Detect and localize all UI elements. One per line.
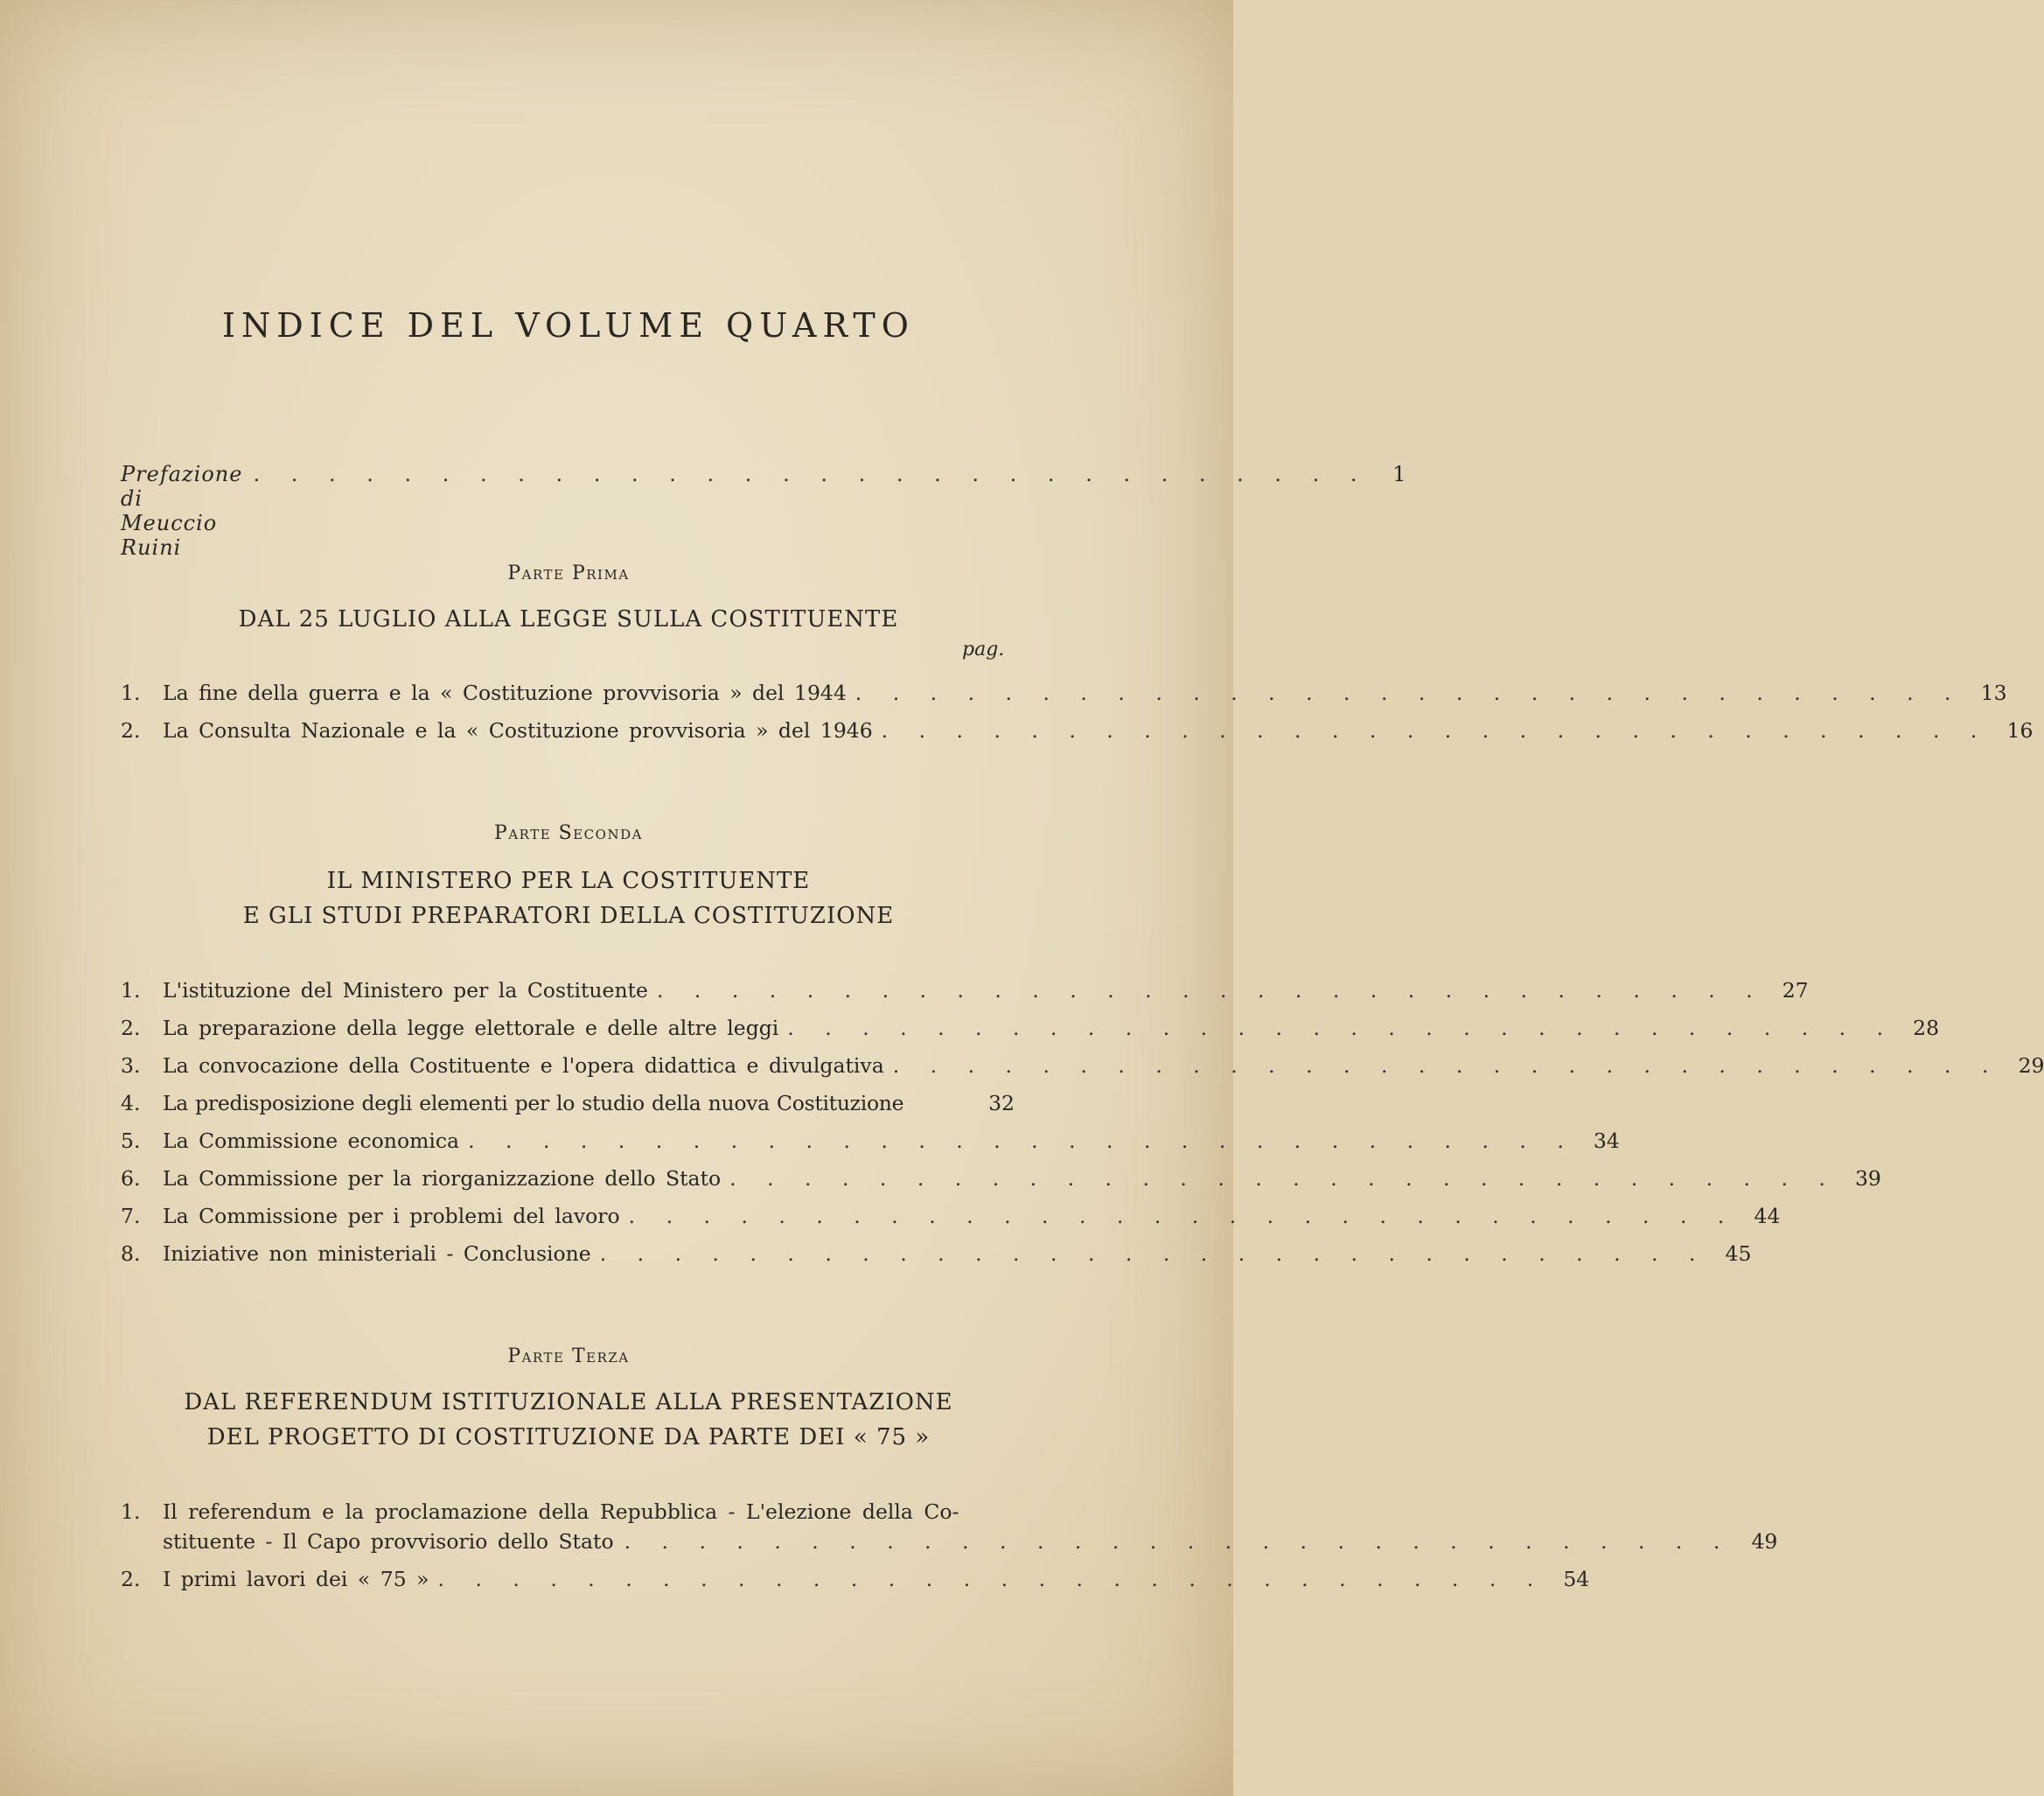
entry-title: La predisposizione degli elementi per lo studio della nuova Costituzione: [163, 1091, 904, 1115]
dot-leader: . . . . . . . . . . . . . . . . . . . . . . . . . . . . . .: [881, 718, 1990, 743]
entry-title: La Commissione per i problemi del lavoro: [163, 1204, 620, 1228]
entry-number: 5.: [121, 1129, 141, 1153]
toc-entry: [121, 1016, 1940, 1053]
page-number: 54: [1563, 1567, 1590, 1591]
entry-title-line: Il referendum e la proclamazione della Repubblica - L'elezione della Co-: [163, 1499, 959, 1524]
page-number: 32: [988, 1091, 1015, 1115]
part-heading: [0, 602, 1137, 637]
page-number: 45: [1725, 1241, 1752, 1266]
dot-leader: . . . . . . . . . . . . . . . . . . . . . . . . . . . . . .: [437, 1567, 1546, 1591]
entry-number: 8.: [121, 1241, 141, 1266]
entry-title: I primi lavori dei « 75 »: [163, 1567, 429, 1591]
page-number: 27: [1782, 978, 1809, 1003]
entry-number: 1.: [121, 978, 141, 1003]
toc-entry: [121, 681, 2007, 718]
toc-entry: [121, 978, 1809, 1016]
dot-leader: . . . . . . . . . . . . . . . . . . . . . . . . . . . . . .: [599, 1241, 1708, 1266]
heading-line: DAL REFERENDUM ISTITUZIONALE ALLA PRESENTAZIONE: [184, 1389, 953, 1415]
entry-number: 4.: [121, 1091, 141, 1115]
dot-leader: . . . . . . . . . . . . . . . . . . . . . . . . . . . . . .: [624, 1529, 1733, 1554]
entry-number: 1.: [121, 681, 141, 705]
dot-leader: . . . . . . . . . . . . . . . . . . . . . . . . . . . . . .: [855, 681, 1964, 705]
toc-entry: [121, 1166, 1881, 1204]
volume-title: INDICE DEL VOLUME QUARTO: [222, 306, 915, 345]
dot-leader: . . . . . . . . . . . . . . . . . . . . . . . . . . . . . .: [468, 1129, 1576, 1153]
part-label: Parte Terza: [507, 1345, 630, 1367]
dot-leader: . . . . . . . . . . . . . . . . . . . . . . . . . . . . . .: [253, 462, 1370, 486]
entry-number: 2.: [121, 1567, 141, 1591]
toc-entry: [121, 1204, 1781, 1241]
entry-title: La Consulta Nazionale e la « Costituzione provvisoria » del 1946: [163, 718, 873, 743]
entry-number: 2.: [121, 1016, 141, 1040]
entry-title-line-wrap: [163, 1529, 1777, 1567]
entry-title-line: stituente - Il Capo provvisorio dello Stato: [163, 1529, 614, 1554]
part-heading: [0, 1385, 1137, 1455]
entry-title: La Commissione per la riorganizzazione dello Stato: [163, 1166, 722, 1191]
entry-title: La Commissione economica: [163, 1129, 460, 1153]
entry-title: La fine della guerra e la « Costituzione provvisoria » del 1944: [163, 681, 847, 705]
dot-leader: . . . . . . . . . . . . . . . . . . . . . . . . . . . . . .: [656, 978, 1765, 1003]
entry-body: [163, 1499, 1777, 1567]
dot-leader: . . . . . . . . . . . . . . . . . . . . . . . . . . . . . .: [787, 1016, 1896, 1040]
preface-entry: [121, 462, 1406, 560]
toc-entry: [121, 718, 2034, 756]
entry-number: 3.: [121, 1053, 141, 1078]
toc-entry: [121, 1499, 1778, 1567]
page-number: 44: [1754, 1204, 1781, 1228]
toc-entry: [121, 1567, 1590, 1604]
part-heading: [0, 863, 1137, 933]
heading-line: IL MINISTERO PER LA COSTITUENTE: [326, 868, 811, 894]
page-number: 34: [1593, 1129, 1620, 1153]
entry-number: 1.: [121, 1499, 141, 1524]
toc-part-2: [121, 978, 2044, 1279]
entry-number: 7.: [121, 1204, 141, 1228]
dot-leader: . . . . . . . . . . . . . . . . . . . . . . . . . . . . . .: [628, 1204, 1737, 1228]
heading-line: DEL PROGETTO DI COSTITUZIONE DA PARTE DEI « 75 »: [206, 1424, 931, 1450]
entry-title: La preparazione della legge elettorale e delle altre leggi: [163, 1016, 779, 1040]
pag-column-label: pag.: [962, 639, 1005, 660]
page-number: 39: [1854, 1166, 1881, 1191]
toc-entry: [121, 1091, 1015, 1129]
part-label: Parte Seconda: [494, 822, 643, 844]
entry-number: 2.: [121, 718, 141, 743]
toc-part-3: [121, 1499, 1778, 1604]
toc-part-1: [121, 681, 2034, 756]
toc-entry: [121, 1053, 2044, 1091]
entry-title: La convocazione della Costituente e l'opera didattica e divulgativa: [163, 1053, 884, 1078]
page-number: 1: [1392, 462, 1406, 486]
heading-line: E GLI STUDI PREPARATORI DELLA COSTITUZIONE: [242, 903, 895, 929]
entry-number: 6.: [121, 1166, 141, 1191]
dot-leader: . . . . . . . . . . . . . . . . . . . . . . . . . . . . . .: [892, 1053, 2001, 1078]
part-label: Parte Prima: [507, 563, 630, 584]
dot-leader: . . . . . . . . . . . . . . . . . . . . . . . . . . . . . .: [729, 1166, 1838, 1191]
entry-title: Iniziative non ministeriali - Conclusione: [163, 1241, 591, 1266]
entry-title: L'istituzione del Ministero per la Costituente: [163, 978, 648, 1003]
preface-label: Prefazione di Meuccio Ruini: [121, 462, 243, 560]
page-number: 49: [1751, 1529, 1778, 1554]
page-number: 28: [1913, 1016, 1940, 1040]
page-number: 29: [2018, 1053, 2044, 1078]
page-number: 13: [1980, 681, 2007, 705]
toc-entry: [121, 1129, 1620, 1166]
heading-line: DAL 25 LUGLIO ALLA LEGGE SULLA COSTITUENTE: [238, 606, 899, 632]
toc-entry: [121, 1241, 1752, 1279]
page-number: 16: [2006, 718, 2034, 743]
